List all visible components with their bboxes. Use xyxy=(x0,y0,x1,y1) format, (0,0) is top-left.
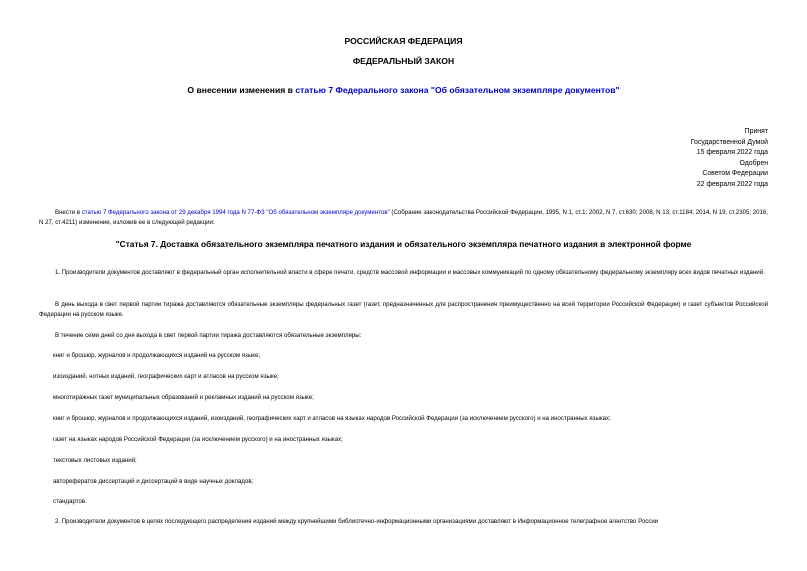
approved-label: Одобрен xyxy=(739,159,768,167)
adoption-info xyxy=(691,127,768,190)
intro-law-link[interactable]: статью 7 Федерального закона от 29 декабря 1994 года N 77-ФЗ "Об обязательном экземпляре документов" xyxy=(81,209,390,216)
list-item: текстовых листовых изданий; xyxy=(53,457,137,464)
accepted-label: Принят xyxy=(744,128,768,135)
article-paragraph-3: В течение семи дней со дня выхода в свет первой партии тиража доставляются обязательные экземпляры: xyxy=(55,332,362,339)
intro-suffix: (Собрание законодательства Российской Федерации, 1995, N 1, ст.1; 2002, N 7, ст.630; 2008, N 13, ст.1184; 2014, N 19, ст.2305; 2016, N 27, ст.4211) изменение, изложив ее в следующей редакции: xyxy=(39,209,768,227)
approved-date: 22 февраля 2022 года xyxy=(696,180,768,188)
list-item: книг и брошюр, журналов и продолжающихся изданий, изоизданий, географических карт и атласов на языках народов Российской Федерации (за исключением русского) и на иностранных языках; xyxy=(53,415,611,422)
list-item: стандартов. xyxy=(53,498,87,505)
law-subject-prefix: О внесении изменения в xyxy=(187,85,296,95)
intro-paragraph xyxy=(39,208,768,229)
law-subject-link[interactable]: статью 7 Федерального закона "Об обязательном экземпляре документов" xyxy=(295,85,620,95)
accepted-date: 15 февраля 2022 года xyxy=(696,149,768,156)
intro-prefix: Внести в xyxy=(55,209,82,216)
list-item: изоизданий, нотных изданий, географических карт и атласов на русском языке; xyxy=(53,373,279,380)
accepted-by: Государственной Думой xyxy=(690,138,768,146)
country-heading: РОССИЙСКАЯ ФЕДЕРАЦИЯ xyxy=(344,36,463,46)
list-item: газет на языках народов Российской Федерации (за исключением русского) и на иностранных языках; xyxy=(53,436,343,443)
list-item: многотиражных газет муниципальных образований и рекламных изданий на русском языке; xyxy=(53,394,314,401)
article-paragraph-4: 2. Производители документов в целях последующего распределения изданий между крупнейшими библиотечно-информационными организациями доставляют в Информационное телеграфное агентство России xyxy=(55,518,659,525)
list-item: авторефератов диссертаций и диссертаций в виде научных докладов; xyxy=(53,478,254,485)
law-type-heading: ФЕДЕРАЛЬНЫЙ ЗАКОН xyxy=(352,56,455,66)
article-paragraph-2: В день выхода в свет первой партии тиража доставляются обязательные экземпляры федеральных газет (газет, предназначенных для распространения преимущественно на всей территории Российской Федерации) и газет субъектов Российской Федерации на русском языке. xyxy=(39,301,768,319)
article-heading: "Статья 7. Доставка обязательного экземпляра печатного издания и обязательного экземпляра печатного издания в электронной форме xyxy=(115,239,692,249)
article-paragraph-1: 1. Производители документов доставляют в федеральный орган исполнительной власти в сфере печати, средств массовой информации и массовых коммуникаций по одному обязательному федеральному экземпляру всех видов печатных изданий. xyxy=(55,269,765,276)
approved-by: Советом Федерации xyxy=(702,170,768,177)
law-subject-heading xyxy=(0,85,807,96)
list-item: книг и брошюр, журналов и продолжающихся изданий на русском языке; xyxy=(53,352,261,359)
